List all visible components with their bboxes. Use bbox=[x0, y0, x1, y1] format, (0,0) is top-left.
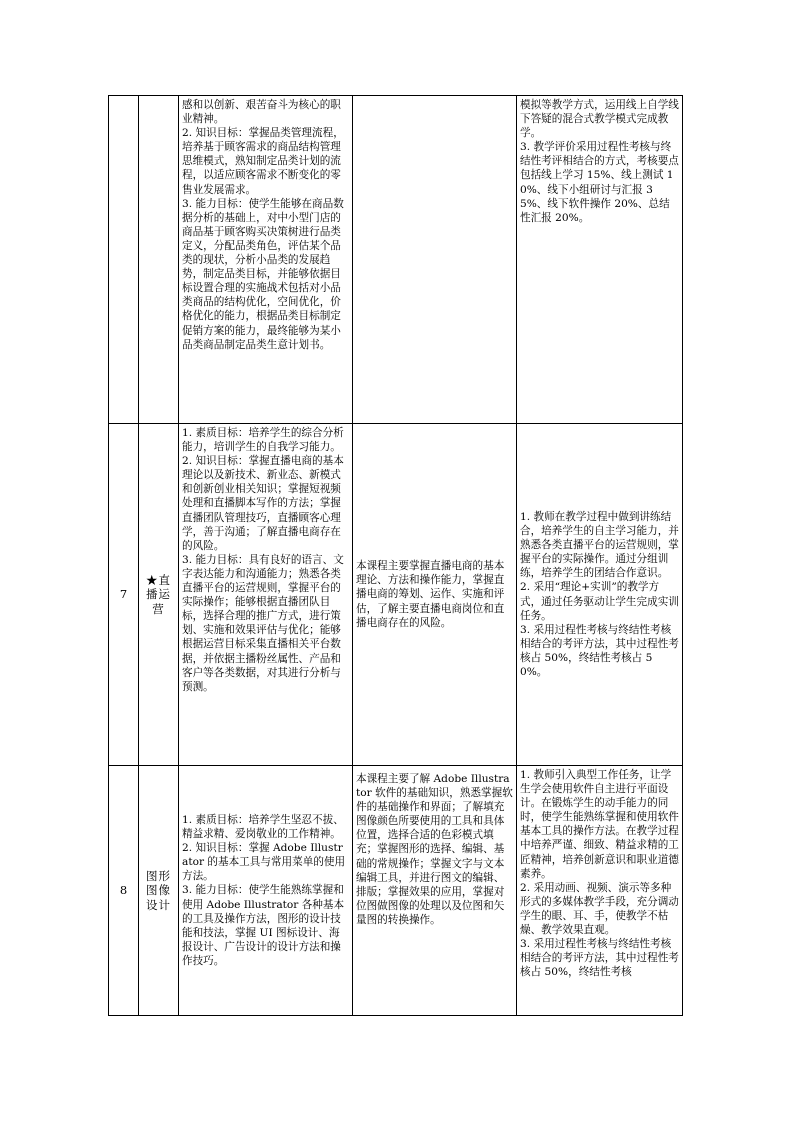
method-paragraph: 3. 采用过程性考核与终结性考核相结合的考评方法，其中过程性考核占 50%，终结性考核占 50%。 bbox=[520, 623, 679, 678]
goal-paragraph: 1. 素质目标：培养学生的综合分析能力，培训学生的自我学习能力。 bbox=[182, 427, 344, 454]
course-name-cell: 图形图像设计 bbox=[139, 766, 179, 1016]
course-goals-cell bbox=[179, 766, 353, 1016]
course-number-cell: 7 bbox=[109, 424, 139, 766]
course-goals-cell bbox=[179, 424, 353, 766]
course-table bbox=[108, 95, 683, 1016]
method-paragraph: 3. 采用过程性考核与终结性考核相结合的考评方法，其中过程性考核占 50%，终结性考核 bbox=[520, 938, 679, 979]
table-row bbox=[109, 96, 683, 424]
teaching-method-cell bbox=[517, 424, 683, 766]
course-name-cell bbox=[139, 96, 179, 424]
table-row bbox=[109, 766, 683, 1016]
method-paragraph: 1. 教师引入典型工作任务，让学生学会使用软件自主进行平面设计。在锻炼学生的动手能力的同时，使学生能熟练掌握和使用软件基本工具的操作方法。在教学过程中培养严谨、细致、精益求精的工匠精神，培养创新意识和职业道德素养。 bbox=[520, 769, 679, 880]
goal-paragraph: 3. 能力目标：使学生能够在商品数据分析的基础上，对中小型门店的商品基于顾客购买决策树进行品类定义，分配品类角色，评估某个品类的现状，分析小品类的发展趋势，制定品类目标，并能够依据目标设置合理的实施战术包括对小品类商品的结构优化，空间优化，价格优化的能力，根据品类目标制定促销方案的能力，最终能够为某小品类商品制定品类生意计划书。 bbox=[182, 197, 344, 351]
teaching-method-cell bbox=[517, 96, 683, 424]
table-row bbox=[109, 424, 683, 766]
course-number-cell: 8 bbox=[109, 766, 139, 1016]
goal-paragraph: 3. 能力目标：具有良好的语言、文字表达能力和沟通能力；熟悉各类直播平台的运营规则，掌握平台的实际操作；能够根据直播团队目标，选择合理的推广方式，进行策划、实施和效果评估与优化；能够根据运营目标采集直播相关平台数据，并依据主播粉丝属性、产品和客户等各类数据，对其进行分析与预测。 bbox=[182, 553, 344, 693]
teaching-method-cell bbox=[517, 766, 683, 1016]
course-content-cell: 本课程主要了解 Adobe Illustrator 软件的基础知识，熟悉掌握软件的基础操作和界面；了解填充图像颜色所要使用的工具和具体位置，选择合适的色彩模式填充；掌握图形的选择、编辑、基础的常规操作；掌握文字与文本编辑工具，并进行图文的编辑、排版；掌握效果的应用，掌握对位图做图像的处理以及位图和矢量图的转换操作。 bbox=[353, 766, 517, 1016]
method-paragraph: 1. 教师在教学过程中做到讲练结合，培养学生的自主学习能力，并熟悉各类直播平台的运营规则，掌握平台的实际操作。通过分组训练，培养学生的团结合作意识。 bbox=[520, 510, 679, 580]
method-paragraph: 2. 采用“理论+实训”的教学方式，通过任务驱动让学生完成实训任务。 bbox=[520, 581, 679, 622]
goal-paragraph: 3. 能力目标：使学生能熟练掌握和使用 Adobe Illustrator 各种基本的工具及操作方法，图形的设计技能和技法，掌握 UI 图标设计、海报设计、广告设计的设计方法和操作技巧。 bbox=[182, 884, 345, 967]
goal-paragraph: 2. 知识目标：掌握直播电商的基本理论以及新技术、新业态、新模式和创新创业相关知识；掌握短视频处理和直播脚本写作的方法；掌握直播团队管理技巧，直播顾客心理学，善于沟通；了解直播电商存在的风险。 bbox=[182, 455, 344, 552]
method-paragraph: 2. 采用动画、视频、演示等多种形式的多媒体教学手段，充分调动学生的眼、耳、手，使教学不枯燥、教学效果直观。 bbox=[520, 881, 679, 937]
course-goals-cell bbox=[179, 96, 353, 424]
goal-paragraph: 2. 知识目标：掌握 Adobe Illustrator 的基本工具与常用菜单的使用方法。 bbox=[182, 842, 346, 883]
method-paragraph: 3. 教学评价采用过程性考核与终结性考评相结合的方式，考核要点包括线上学习 15%、线上测试 10%、线下小组研讨与汇报 35%、线下软件操作 20%、总结性汇报 20%。 bbox=[520, 141, 679, 224]
goal-paragraph: 2. 知识目标：掌握品类管理流程，培养基于顾客需求的商品结构管理思维模式，熟知制定品类计划的流程，以适应顾客需求不断变化的零售业发展需求。 bbox=[182, 127, 344, 196]
method-paragraph: 模拟等教学方式，运用线上自学线下答疑的混合式教学模式完成教学。 bbox=[520, 99, 679, 140]
course-name-cell: ★直播运营 bbox=[139, 424, 179, 766]
goal-paragraph: 1. 素质目标：培养学生坚忍不拔、精益求精、爱岗敬业的工作精神。 bbox=[182, 813, 344, 841]
course-content-cell bbox=[353, 96, 517, 424]
goal-paragraph: 感和以创新、艰苦奋斗为核心的职业精神。 bbox=[182, 99, 341, 126]
course-number-cell bbox=[109, 96, 139, 424]
course-content-cell: 本课程主要掌握直播电商的基本理论、方法和操作能力，掌握直播电商的筹划、运作、实施和评估，了解主要直播电商岗位和直播电商存在的风险。 bbox=[353, 424, 517, 766]
